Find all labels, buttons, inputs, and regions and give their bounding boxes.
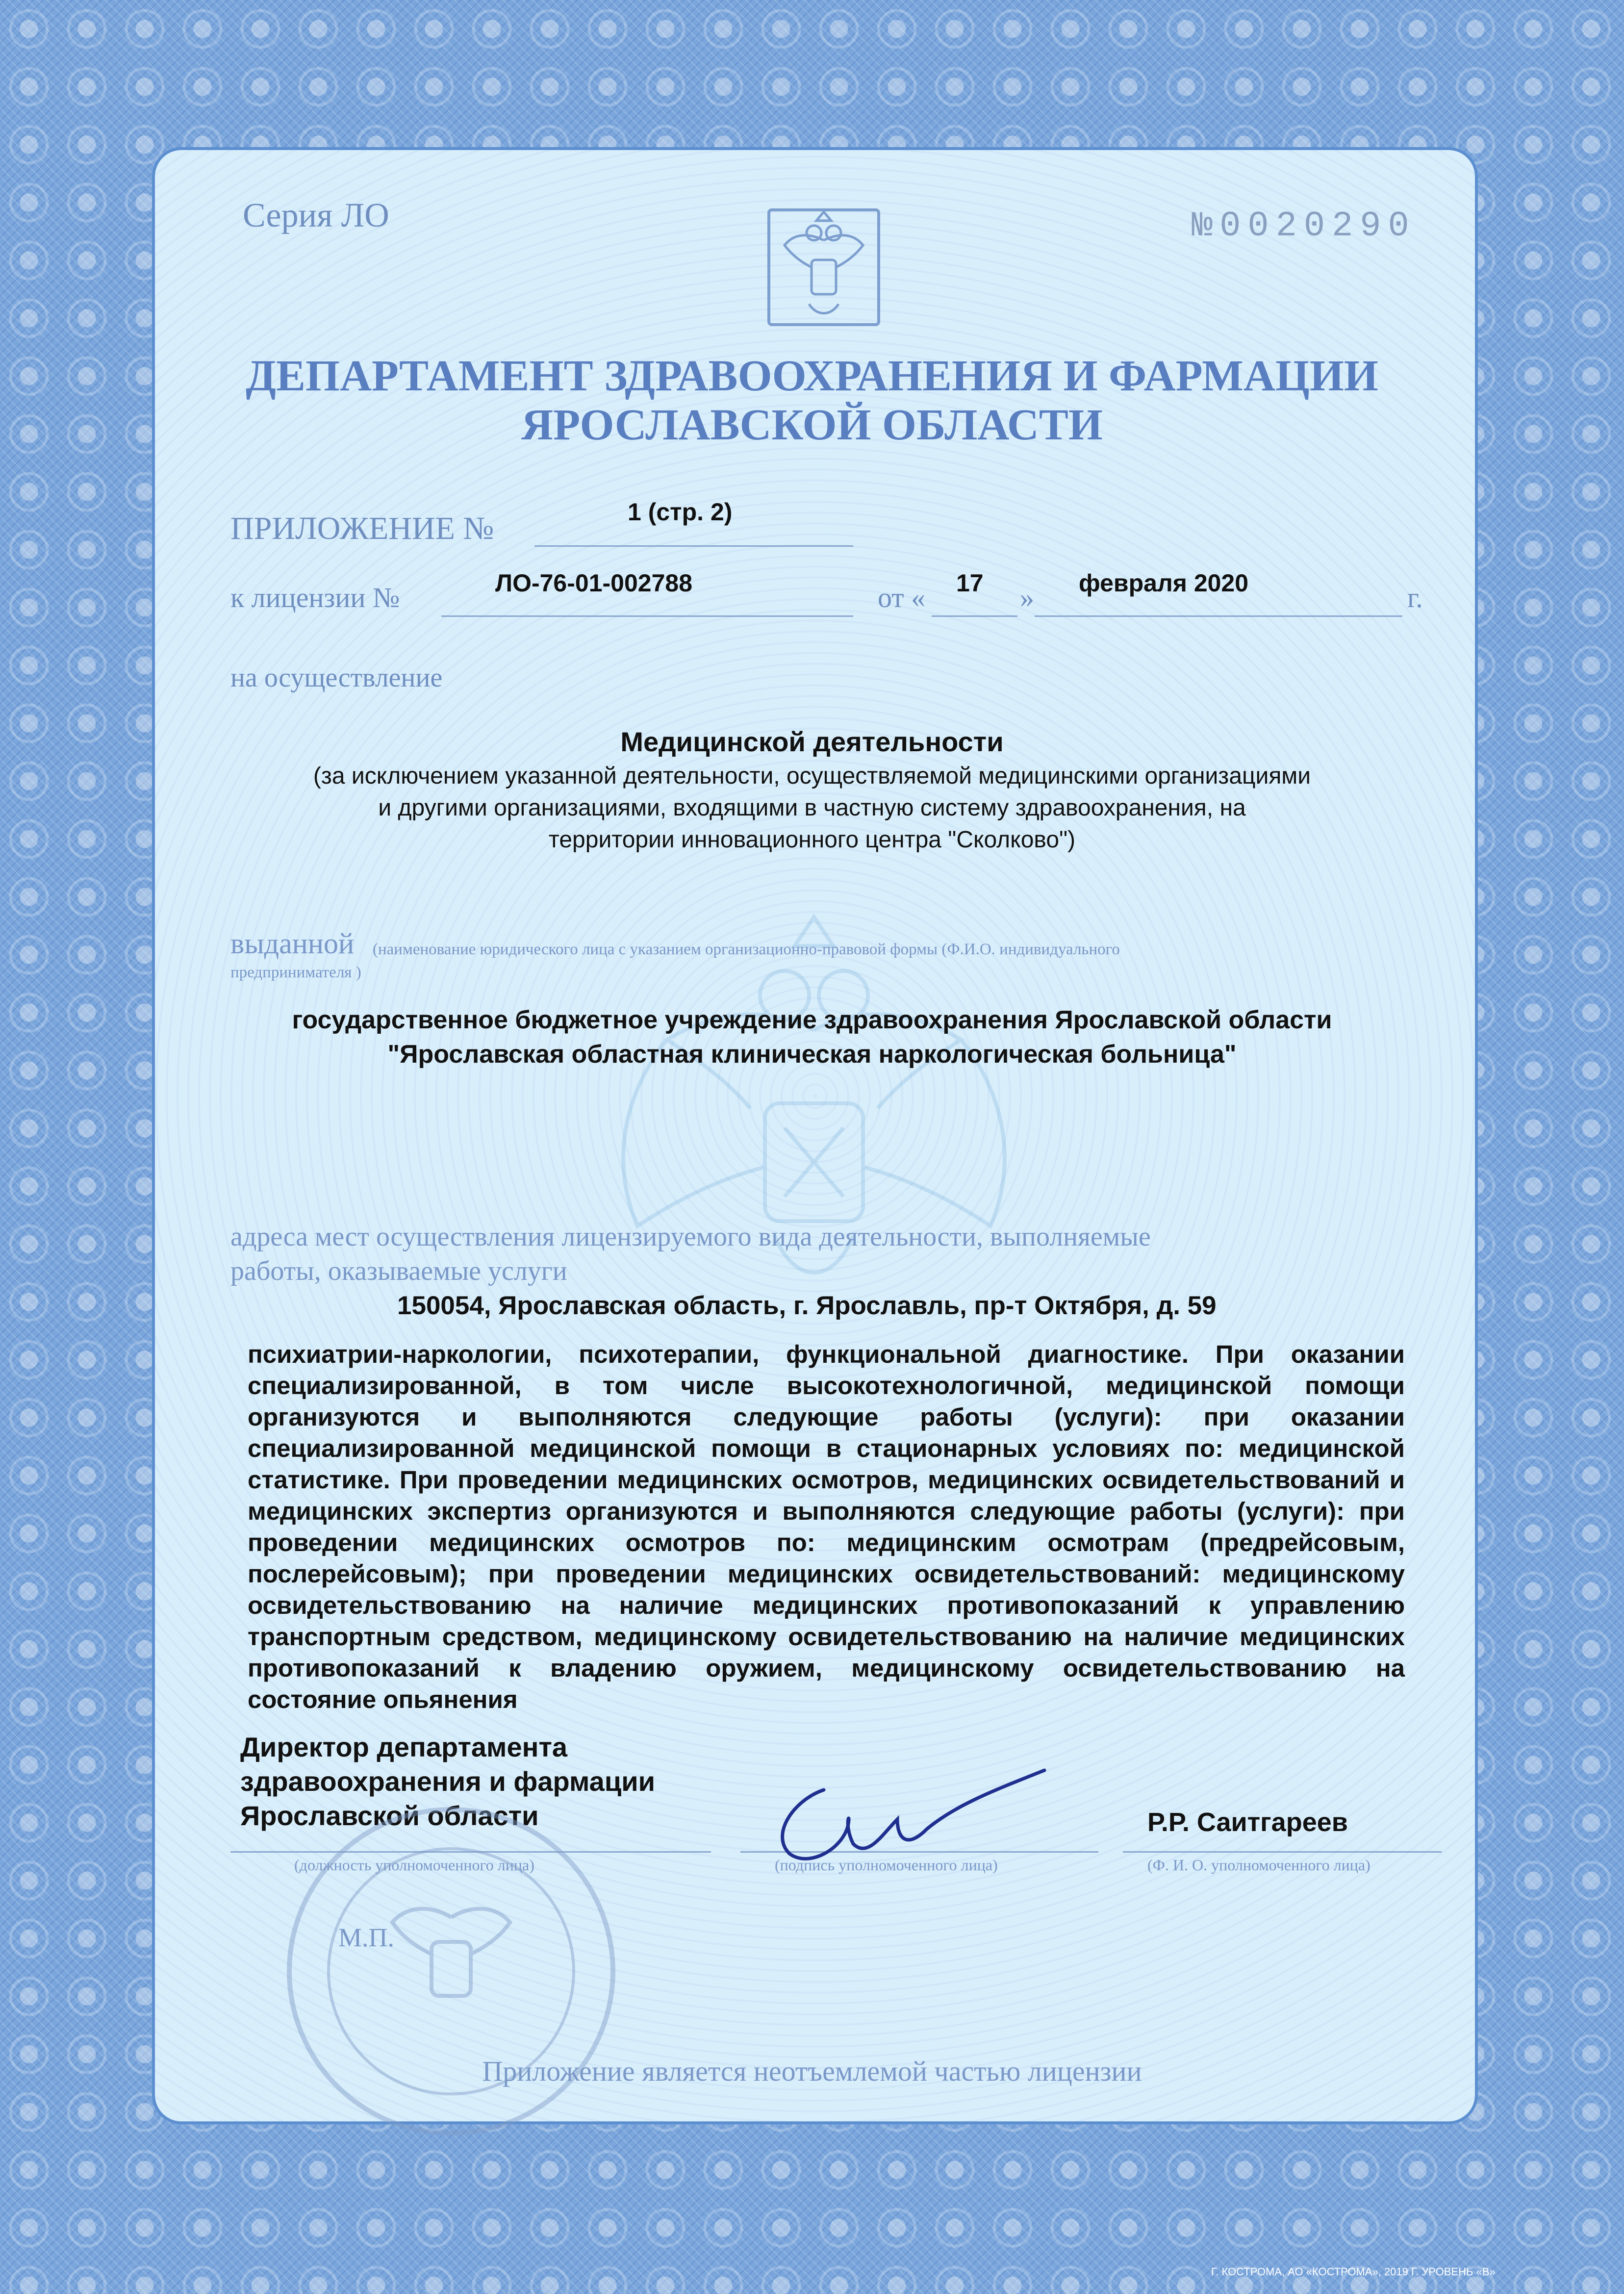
seal-label: М.П.	[338, 1923, 395, 1952]
issued-hint-line1: (наименование юридического лица с указанием организационно-правовой формы (Ф.И.О. индивидуального	[373, 941, 1120, 958]
addresses-label-line2: работы, оказываемые услуги	[230, 1256, 567, 1286]
activity-note-line2: и другими организациями, входящими в частную систему здравоохранения, на	[378, 795, 1246, 821]
license-number: ЛО-76-01-002788	[495, 569, 693, 597]
appendix-label: ПРИЛОЖЕНИЕ №	[230, 510, 494, 546]
issued-label: выданной	[230, 927, 355, 960]
issued-org-line1: государственное бюджетное учреждение здравоохранения Ярославской области	[292, 1006, 1332, 1034]
license-number-underline	[441, 615, 853, 617]
license-close-quote: »	[1020, 582, 1034, 613]
license-day-underline	[932, 615, 1017, 617]
series-label: Серия ЛО	[243, 197, 389, 234]
signatory-position-line2: здравоохранения и фармации	[240, 1766, 656, 1797]
activity-note-line3: территории инновационного центра "Сколково")	[548, 827, 1076, 853]
activity-label: на осуществление	[230, 663, 443, 693]
footer-note: Приложение является неотъемлемой частью лицензии	[482, 2055, 1142, 2087]
license-day: 17	[956, 569, 984, 597]
license-year-suffix: г.	[1407, 582, 1423, 613]
license-label: к лицензии №	[230, 582, 400, 613]
caption-name: (Ф. И. О. уполномоченного лица)	[1147, 1856, 1370, 1874]
license-month-year: февраля 2020	[1079, 569, 1249, 597]
coat-of-arms-icon	[765, 206, 883, 329]
addresses-label-line1: адреса мест осуществления лицензируемого вида деятельности, выполняемые	[230, 1222, 1151, 1252]
activity-title: Медицинской деятельности	[620, 726, 1004, 757]
printer-imprint: Г. КОСТРОМА, АО «КОСТРОМА», 2019 Г. УРОВЕНЬ «В»	[1211, 2266, 1496, 2278]
official-seal-icon	[275, 1795, 628, 2148]
appendix-underline	[534, 545, 853, 547]
caption-signature: (подпись уполномоченного лица)	[775, 1856, 998, 1874]
signatory-position-line1: Директор департамента	[240, 1732, 568, 1762]
issued-org-line2: "Ярославская областная клиническая наркологическая больница"	[387, 1040, 1237, 1069]
name-underline	[1123, 1851, 1442, 1853]
department-title-line1: ДЕПАРТАМЕНТ ЗДРАВООХРАНЕНИЯ И ФАРМАЦИИ	[246, 352, 1378, 400]
signatory-name: Р.Р. Саитгареев	[1147, 1808, 1348, 1837]
form-number: №0020290	[1192, 206, 1416, 246]
activity-note-line1: (за исключением указанной деятельности, осуществляемой медицинскими организациями	[313, 763, 1311, 789]
license-from-label: от «	[878, 582, 926, 613]
appendix-value: 1 (стр. 2)	[628, 498, 733, 526]
license-date-underline	[1035, 615, 1402, 617]
issued-hint-line2: предпринимателя )	[230, 964, 361, 981]
signatory-position-line3: Ярославской области	[240, 1800, 539, 1831]
handwritten-signature	[750, 1751, 1054, 1878]
address-line: 150054, Ярославская область, г. Ярославль, пр-т Октября, д. 59	[397, 1291, 1217, 1320]
caption-position: (должность уполномоченного лица)	[294, 1856, 534, 1874]
services-text: психиатрии-наркологии, психотерапии, функциональной диагностике. При оказании специализированной, в том числе высокотехнологичной, медицинской помощи организуются и выполняются следующие работы (услуги): при оказании специализированной медицинской помощи в стационарных условиях по: медицинской статистике. При проведении медицинских осмотров, медицинских освидетельствований и медицинских экспертиз организуются и выполняются следующие работы (услуги): при проведении медицинских осмотров по: медицинским осмотрам (предрейсовым, послерейсовым); при проведении медицинских освидетельствований: медицинскому освидетельствованию на наличие медицинских противопоказаний к управлению транспортным средством, медицинскому освидетельствованию на наличие медицинских противопоказаний к владению оружием, медицинскому освидетельствованию на состояние опьянения	[248, 1340, 1405, 1713]
department-title-line2: ЯРОСЛАВСКОЙ ОБЛАСТИ	[521, 401, 1103, 449]
